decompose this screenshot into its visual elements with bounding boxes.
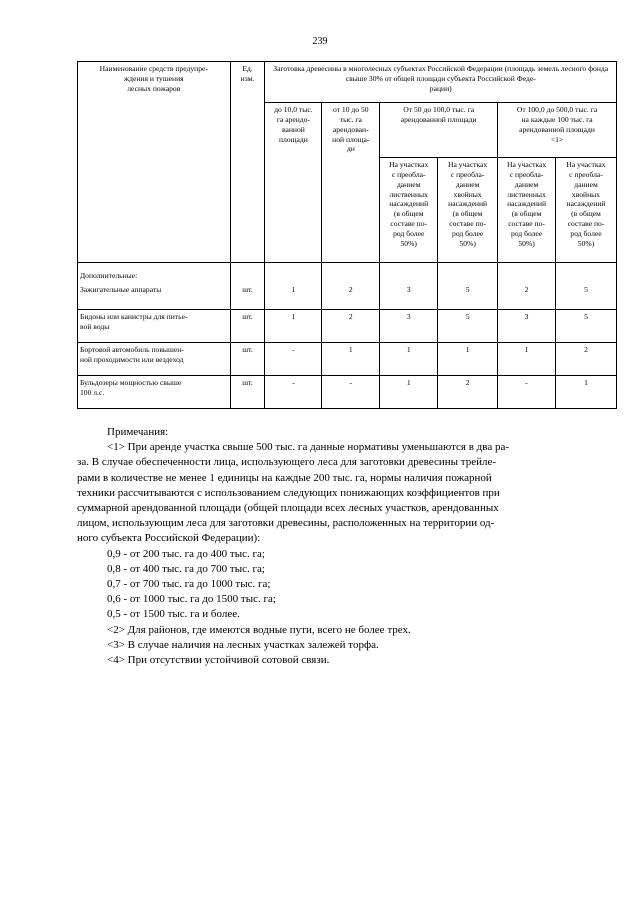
cell-value: - <box>265 375 322 408</box>
header-deciduous: На участках с преобла- данием лиственных насаждений (в общем составе по- род более 50%) <box>498 158 556 263</box>
note-1: <1> При аренде участка свыше 500 тыс. га данные нормативы уменьшаются в два ра- за. В случае обеспеченности лица, использующего леса для заготовки древесины трейле- рами в количестве не менее 1 единицы на каждые 200 тыс. га, нормы наличия пожарной техники рассчитываются с использованием следующих понижающих коэффициентов при суммарной арендованной площади (общей площади всех лесных участков, арендованных лицом, использующим леса для заготовки древесины, расположенных на территории од- ного субъекта Российской Федерации): <box>77 441 510 545</box>
cell-value: 1 <box>498 342 556 375</box>
table-row <box>78 342 617 375</box>
header-unit: Ед. изм. <box>230 62 265 263</box>
coefficient-line: 0,5 - от 1500 тыс. га и более. <box>107 608 240 621</box>
page-number: 239 <box>312 36 328 47</box>
row-name: Бортовой автомобиль повышен- ной проходимости или вездеход <box>78 342 231 375</box>
notes-title: Примечания: <box>107 426 169 438</box>
header-up-to-10: до 10,0 тыс. га арендо- ванной площади <box>265 103 322 263</box>
cell-value: 5 <box>556 309 617 342</box>
cell-value: 2 <box>322 309 380 342</box>
row-unit: шт. <box>230 375 265 408</box>
header-conifer: На участках с преобла- данием хвойных насаждений (в общем составе по- род более 50%) <box>438 158 498 263</box>
cell-value: 1 <box>556 375 617 408</box>
header-50-to-100: От 50 до 100,0 тыс. га арендованной площади <box>380 103 498 158</box>
note-2: <2> Для районов, где имеются водные пути, всего не более трех. <box>107 623 411 636</box>
note-3: <3> В случае наличия на лесных участках залежей торфа. <box>107 638 379 651</box>
row-unit: шт. <box>230 283 265 310</box>
cell-value: 2 <box>498 283 556 310</box>
table-row <box>78 263 617 283</box>
cell-value: 1 <box>265 309 322 342</box>
cell-value: 5 <box>556 283 617 310</box>
cell-value: 1 <box>438 342 498 375</box>
note-4: <4> При отсутствии устойчивой сотовой связи. <box>107 654 330 667</box>
cell-value: - <box>498 375 556 408</box>
cell-value: 1 <box>265 283 322 310</box>
cell-value: 5 <box>438 283 498 310</box>
row-unit: шт. <box>230 309 265 342</box>
table-row <box>78 309 617 342</box>
header-conifer: На участках с преобла- данием хвойных насаждений (в общем составе по- род более 50%) <box>556 158 617 263</box>
cell-value: 2 <box>556 342 617 375</box>
header-10-to-50: от 10 до 50 тыс. га арендован- ной площа- ди <box>322 103 380 263</box>
coefficient-line: 0,8 - от 400 тыс. га до 700 тыс. га; <box>107 562 265 575</box>
cell-value: 2 <box>322 283 380 310</box>
row-name: Зажигательные аппараты <box>78 283 231 310</box>
cell-value: 1 <box>380 375 438 408</box>
cell-value: 3 <box>380 283 438 310</box>
row-group-label: Дополнительные: <box>78 263 231 283</box>
cell-value: 5 <box>438 309 498 342</box>
header-100-to-500: От 100,0 до 500,0 тыс. га на каждые 100 тыс. га арендованной площади <1> <box>498 103 617 158</box>
cell-value: 2 <box>438 375 498 408</box>
header-harvesting-group: Заготовка древесины в многолесных субъектах Российской Федерации (площадь земель лесного фонда свыше 30% от общей площади субъекта Российской Феде- рации) <box>265 62 617 103</box>
cell-value: 3 <box>498 309 556 342</box>
header-deciduous: На участках с преобла- данием лиственных насаждений (в общем составе по- род более 50%) <box>380 158 438 263</box>
cell-value: 1 <box>380 342 438 375</box>
cell-value: - <box>265 342 322 375</box>
cell-value: 3 <box>380 309 438 342</box>
fire-equipment-norms-table <box>77 61 617 409</box>
coefficient-line: 0,7 - от 700 тыс. га до 1000 тыс. га; <box>107 578 271 591</box>
cell-value: - <box>322 375 380 408</box>
row-name: Бидоны или канистры для питье- вой воды <box>78 309 231 342</box>
notes-section <box>77 425 597 668</box>
cell-value: 1 <box>322 342 380 375</box>
coefficient-line: 0,6 - от 1000 тыс. га до 1500 тыс. га; <box>107 593 276 606</box>
coefficient-line: 0,9 - от 200 тыс. га до 400 тыс. га; <box>107 547 265 560</box>
table-row <box>78 283 617 310</box>
table-row <box>78 375 617 408</box>
header-equipment-name: Наименование средств предупре- ждения и тушения лесных пожаров <box>78 62 231 263</box>
row-name: Бульдозеры мощностью свыше 100 л.с. <box>78 375 231 408</box>
row-unit: шт. <box>230 342 265 375</box>
